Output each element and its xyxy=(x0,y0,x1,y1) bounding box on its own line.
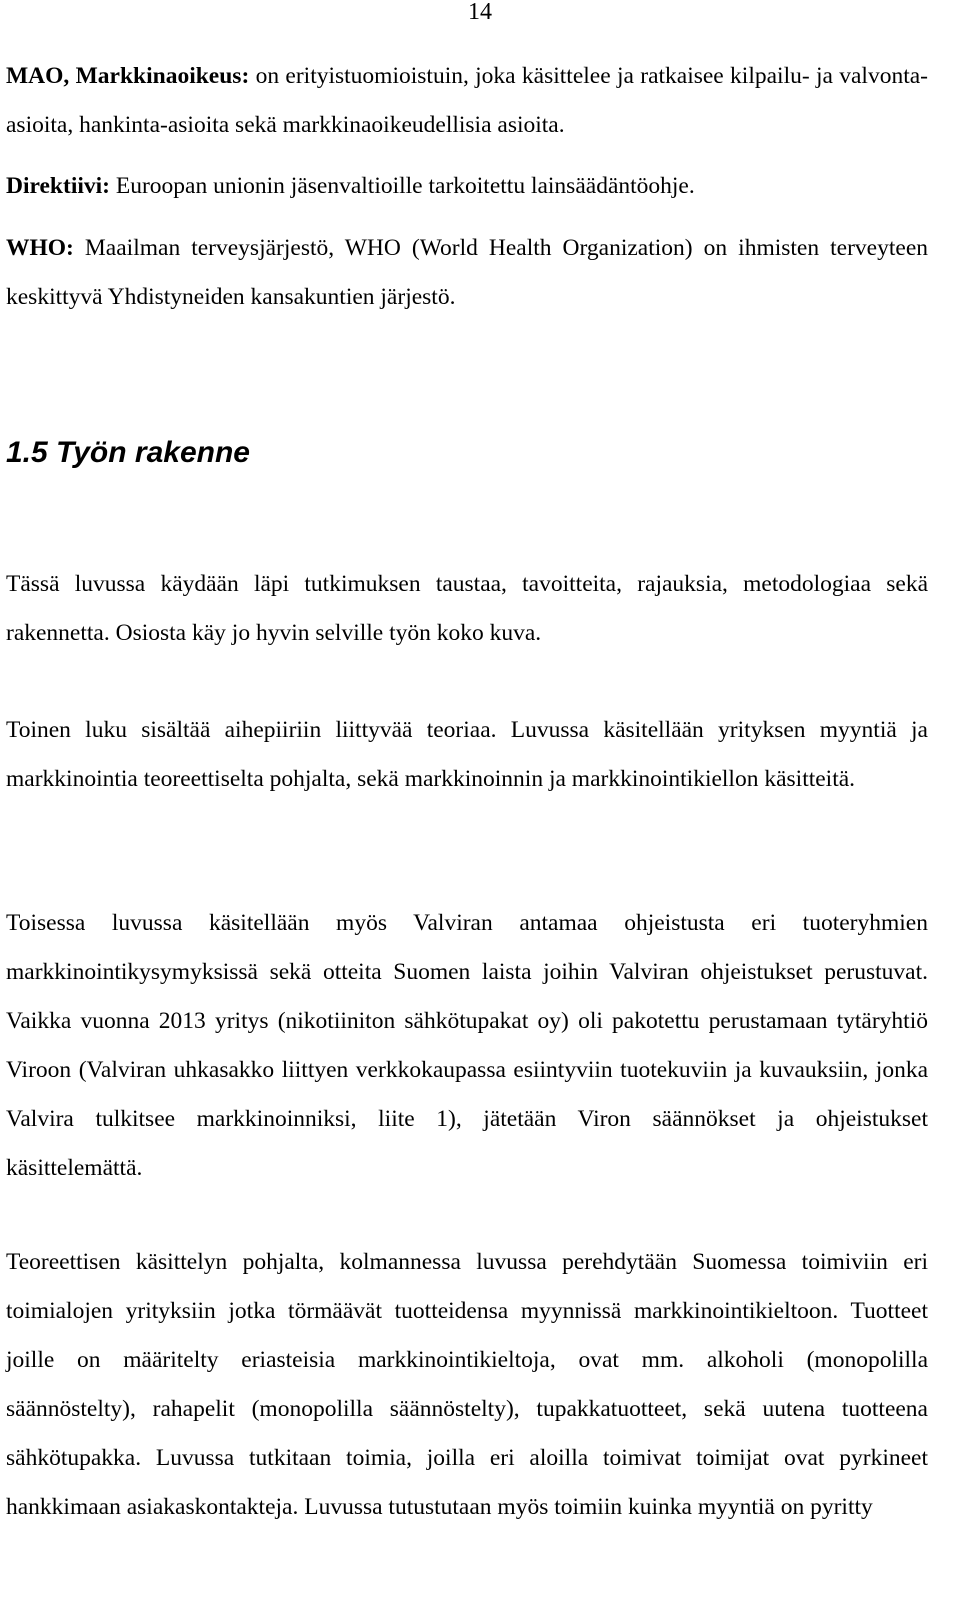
paragraph-intro: Tässä luvussa käydään läpi tutkimuksen taustaa, tavoitteita, rajauksia, metodologiaa sekä rakennetta. Osiosta käy jo hyvin selville työn koko kuva. xyxy=(6,571,928,646)
paragraph-chapter-three: Teoreettisen käsittelyn pohjalta, kolmannessa luvussa perehdytään Suomessa toimiviin eri toimialojen yrityksiin jotka törmäävät tuotteidensa myynnissä markkinointikieltoon. Tuotteet joille on määritelty eriasteisia markkinointikieltoja, ovat mm. alkoholi (monopolilla säännöstelty), rahapelit (monopolilla säännöstelty), tupakkatuotteet, sekä uutena tuotteena sähkötupakka. Luvussa tutkitaan toimia, joilla eri aloilla toimivat toimijat ovat pyrkineet hankkimaan asiakaskontakteja. Luvussa tutustutaan myös toimiin kuinka myyntiä on pyritty xyxy=(6,1249,928,1520)
glossary-term: Direktiivi: xyxy=(6,173,110,199)
page-number: 14 xyxy=(468,0,492,25)
glossary-entry-direktiivi xyxy=(6,162,928,211)
glossary-definition: on erityistuomioistuin, joka käsittelee ja ratkaisee kilpailu- ja valvonta-asioita, hankinta-asioita sekä markkinaoikeudellisia asioita. xyxy=(6,63,928,138)
paragraph-valvira: Toisessa luvussa käsitellään myös Valviran antamaa ohjeistusta eri tuoteryhmien markkinointikysymyksissä sekä otteita Suomen laista joihin Valviran ohjeistukset perustuvat. Vaikka vuonna 2013 yritys (nikotiiniton sähkötupakat oy) oli pakotettu perustamaan tytäryhtiö Viroon (Valviran uhkasakko liittyen verkkokaupassa esiintyviin tuotekuviin ja kuvauksiin, jonka Valvira tulkitsee markkinoinniksi, liite 1), jätetään Viron säännökset ja ohjeistukset käsittelemättä. xyxy=(6,910,928,1181)
glossary-term: MAO, Markkinaoikeus: xyxy=(6,63,250,89)
glossary-entry-who xyxy=(6,224,928,322)
glossary-definition: Euroopan unionin jäsenvaltioille tarkoitettu lainsäädäntöohje. xyxy=(110,173,695,199)
section-heading: 1.5 Työn rakenne xyxy=(6,436,250,469)
glossary-definition: Maailman terveysjärjestö, WHO (World Health Organization) on ihmisten terveyteen keskittyvä Yhdistyneiden kansakuntien järjestö. xyxy=(6,235,928,310)
glossary-entry-mao xyxy=(6,52,928,150)
glossary-term: WHO: xyxy=(6,235,74,261)
paragraph-chapter-two: Toinen luku sisältää aihepiiriin liittyvää teoriaa. Luvussa käsitellään yrityksen myyntiä ja markkinointia teoreettiselta pohjalta, sekä markkinoinnin ja markkinointikiellon käsitteitä. xyxy=(6,717,928,792)
